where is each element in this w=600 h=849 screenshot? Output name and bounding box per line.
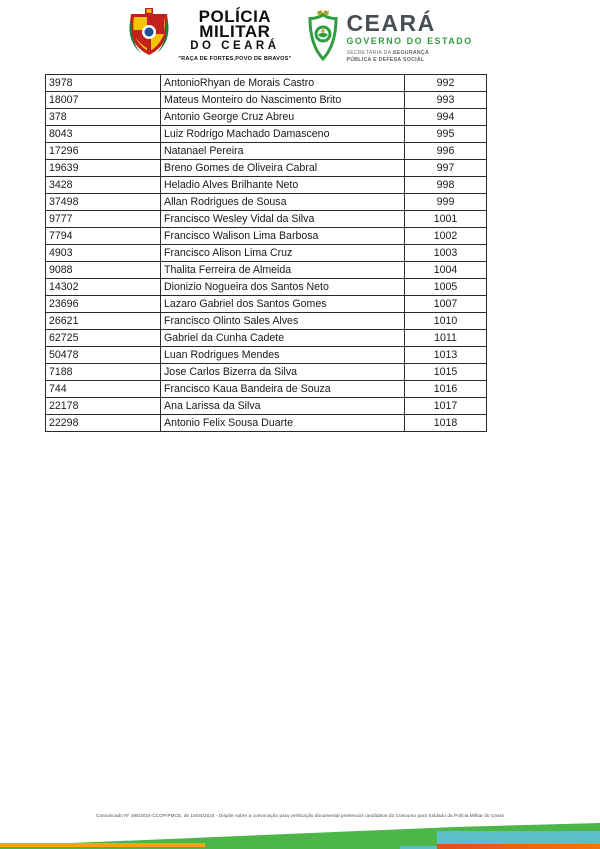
- cell-name: Ana Larissa da Silva: [161, 398, 405, 415]
- pmce-motto: "RAÇA DE FORTES,POVO DE BRAVOS": [178, 56, 292, 62]
- cell-rank: 1001: [405, 211, 487, 228]
- cell-name: Jose Carlos Bizerra da Silva: [161, 364, 405, 381]
- table-row: [46, 160, 487, 177]
- cell-inscription: 50478: [46, 347, 161, 364]
- cell-inscription: 23696: [46, 296, 161, 313]
- cell-name: Mateus Monteiro do Nascimento Brito: [161, 92, 405, 109]
- table-row: [46, 262, 487, 279]
- ceara-crest-icon: [307, 8, 339, 67]
- cell-rank: 1007: [405, 296, 487, 313]
- cell-name: Thalita Ferreira de Almeida: [161, 262, 405, 279]
- cell-inscription: 7188: [46, 364, 161, 381]
- table-row: [46, 415, 487, 432]
- cell-inscription: 26621: [46, 313, 161, 330]
- cell-rank: 1013: [405, 347, 487, 364]
- state-secretariat: [346, 50, 472, 63]
- cell-inscription: 22178: [46, 398, 161, 415]
- cell-rank: 1011: [405, 330, 487, 347]
- cell-rank: 1003: [405, 245, 487, 262]
- cell-name: Heladio Alves Brilhante Neto: [161, 177, 405, 194]
- cell-name: Allan Rodrigues de Sousa: [161, 194, 405, 211]
- state-subtitle: GOVERNO DO ESTADO: [346, 36, 473, 47]
- state-title: CEARÁ: [346, 10, 436, 37]
- cell-inscription: 8043: [46, 126, 161, 143]
- cell-name: Luan Rodrigues Mendes: [161, 347, 405, 364]
- footer-notice: Comunicado Nº 496/2024-CCOP/PMCE, de 15/04/2024 - Dispõe sobre a convocação para verificação documental presencial candidatos do Concurso para Soldado da Polícia Militar do Ceará: [96, 813, 504, 818]
- cell-inscription: 14302: [46, 279, 161, 296]
- table-row: [46, 211, 487, 228]
- table-row: [46, 279, 487, 296]
- cell-inscription: 18007: [46, 92, 161, 109]
- table-row: [46, 75, 487, 92]
- pmce-logo-group: [127, 8, 291, 63]
- cell-inscription: 9777: [46, 211, 161, 228]
- footer-band-amber: [0, 843, 205, 847]
- table-row: [46, 398, 487, 415]
- cell-name: Antonio Felix Sousa Duarte: [161, 415, 405, 432]
- pmce-title-line1: POLÍCIA: [198, 7, 272, 26]
- table-row: [46, 177, 487, 194]
- table-row: [46, 245, 487, 262]
- table-row: [46, 296, 487, 313]
- footer-decoration: [0, 820, 600, 849]
- cell-inscription: 378: [46, 109, 161, 126]
- state-logo-group: [307, 8, 472, 67]
- cell-name: Dionizio Nogueira dos Santos Neto: [161, 279, 405, 296]
- table-row: [46, 313, 487, 330]
- table-row: [46, 364, 487, 381]
- cell-name: Francisco Walison Lima Barbosa: [161, 228, 405, 245]
- cell-inscription: 9088: [46, 262, 161, 279]
- cell-name: Lazaro Gabriel dos Santos Gomes: [161, 296, 405, 313]
- secretariat-line2: PÚBLICA E DEFESA SOCIAL: [346, 56, 425, 63]
- candidates-table: [45, 74, 487, 432]
- cell-rank: 1002: [405, 228, 487, 245]
- pmce-logo-text: [178, 9, 291, 62]
- cell-inscription: 62725: [46, 330, 161, 347]
- table-row: [46, 126, 487, 143]
- cell-rank: 996: [405, 143, 487, 160]
- secretariat-line1-bold: SEGURANÇA: [392, 50, 430, 57]
- cell-inscription: 22298: [46, 415, 161, 432]
- cell-inscription: 7794: [46, 228, 161, 245]
- cell-name: AntonioRhyan de Morais Castro: [161, 75, 405, 92]
- table-row: [46, 143, 487, 160]
- cell-name: Breno Gomes de Oliveira Cabral: [161, 160, 405, 177]
- cell-rank: 992: [405, 75, 487, 92]
- cell-name: Natanael Pereira: [161, 143, 405, 160]
- page-header: [0, 8, 600, 67]
- cell-rank: 993: [405, 92, 487, 109]
- cell-inscription: 17296: [46, 143, 161, 160]
- cell-name: Gabriel da Cunha Cadete: [161, 330, 405, 347]
- secretariat-line1-regular: SECRETARIA DA: [346, 50, 393, 57]
- cell-inscription: 3428: [46, 177, 161, 194]
- cell-name: Francisco Olinto Sales Alves: [161, 313, 405, 330]
- table-row: [46, 330, 487, 347]
- results-table-body: [46, 75, 487, 432]
- table-row: [46, 92, 487, 109]
- cell-inscription: 37498: [46, 194, 161, 211]
- cell-rank: 1005: [405, 279, 487, 296]
- cell-rank: 1016: [405, 381, 487, 398]
- cell-inscription: 3978: [46, 75, 161, 92]
- cell-name: Luiz Rodrigo Machado Damasceno: [161, 126, 405, 143]
- cell-rank: 995: [405, 126, 487, 143]
- table-row: [46, 194, 487, 211]
- cell-name: Francisco Alison Lima Cruz: [161, 245, 405, 262]
- cell-rank: 1010: [405, 313, 487, 330]
- cell-name: Francisco Wesley Vidal da Silva: [161, 211, 405, 228]
- pmce-title-line3: DO CEARÁ: [190, 40, 280, 52]
- table-row: [46, 381, 487, 398]
- table-row: [46, 347, 487, 364]
- pmce-crest-icon: [127, 8, 171, 63]
- cell-rank: 997: [405, 160, 487, 177]
- cell-rank: 1017: [405, 398, 487, 415]
- cell-inscription: 744: [46, 381, 161, 398]
- footer-band-orange: [437, 844, 600, 849]
- cell-inscription: 19639: [46, 160, 161, 177]
- state-logo-text: [346, 12, 472, 63]
- cell-rank: 1015: [405, 364, 487, 381]
- table-row: [46, 228, 487, 245]
- cell-rank: 1004: [405, 262, 487, 279]
- pmce-title-line2: MILITAR: [199, 22, 271, 41]
- cell-rank: 1018: [405, 415, 487, 432]
- cell-name: Francisco Kaua Bandeira de Souza: [161, 381, 405, 398]
- cell-inscription: 4903: [46, 245, 161, 262]
- table-row: [46, 109, 487, 126]
- cell-rank: 994: [405, 109, 487, 126]
- cell-rank: 998: [405, 177, 487, 194]
- cell-name: Antonio George Cruz Abreu: [161, 109, 405, 126]
- footer-band-teal: [437, 831, 600, 844]
- cell-rank: 999: [405, 194, 487, 211]
